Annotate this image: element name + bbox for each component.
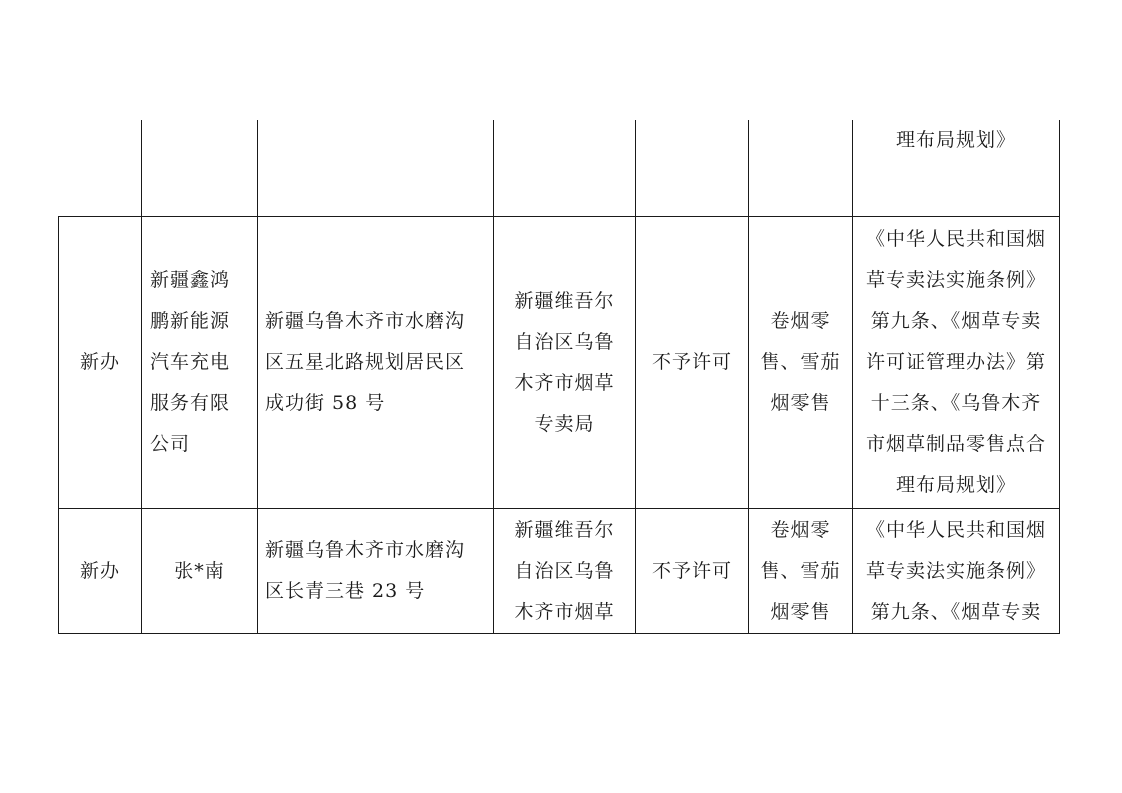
applicant-line: 汽车充电 [150, 351, 231, 373]
applicant-line: 鹏新能源 [150, 310, 231, 332]
table-cell-address [265, 509, 493, 633]
application-type: 新办 [79, 351, 120, 373]
scope-line: 卷烟零 [770, 310, 831, 332]
basis-line: 市烟草制品零售点合 [865, 433, 1046, 455]
table-cell-decision [636, 217, 748, 508]
table-border-bottom [58, 633, 1060, 634]
address-line: 成功街 58 号 [265, 392, 386, 414]
decision-text: 不予许可 [651, 559, 732, 582]
table-cell-applicant [150, 217, 257, 508]
table-cell-basis [853, 509, 1059, 633]
applicant-line: 新疆鑫鸿 [150, 269, 231, 291]
table-cell-decision [636, 509, 748, 633]
address-line: 区长青三巷 23 号 [265, 580, 426, 602]
authority-line: 自治区乌鲁 [514, 559, 615, 582]
basis-line: 草专卖法实施条例》 [865, 269, 1046, 291]
applicant-line: 服务有限 [150, 392, 231, 414]
application-type: 新办 [79, 559, 120, 582]
table-border-right [1059, 120, 1060, 634]
scope-line: 烟零售 [770, 600, 831, 623]
table-cell-type [59, 217, 141, 508]
address-line: 新疆乌鲁木齐市水磨沟 [265, 539, 466, 561]
address-line: 区五星北路规划居民区 [265, 351, 466, 373]
scope-line: 售、雪茄 [760, 559, 841, 582]
table-cell-type [59, 509, 141, 633]
scope-line: 烟零售 [770, 392, 831, 414]
table-cell-basis [853, 217, 1059, 508]
table-cell-applicant [142, 509, 257, 633]
authority-line: 自治区乌鲁 [514, 330, 615, 353]
table-cell-basis-top [853, 120, 1059, 160]
applicant-line: 张*南 [174, 559, 225, 582]
authority-line: 专卖局 [534, 412, 595, 435]
table-cell-address [265, 217, 493, 508]
scope-line: 卷烟零 [770, 518, 831, 541]
decision-text: 不予许可 [651, 351, 732, 373]
basis-line: 理布局规划》 [895, 474, 1016, 496]
table-cell-authority [494, 509, 635, 633]
basis-line: 《中华人民共和国烟 [865, 228, 1046, 250]
scope-line: 售、雪茄 [760, 351, 841, 373]
basis-line: 第九条、《烟草专卖 [870, 310, 1042, 332]
authority-line: 木齐市烟草 [514, 600, 615, 623]
basis-line: 十三条、《乌鲁木齐 [870, 392, 1042, 414]
table-cell-authority [494, 217, 635, 508]
basis-line: 草专卖法实施条例》 [865, 559, 1046, 582]
column-divider-2 [257, 120, 258, 634]
table-cell-scope [749, 217, 852, 508]
basis-line: 第九条、《烟草专卖 [870, 600, 1042, 623]
basis-line: 理布局规划》 [895, 128, 1016, 151]
authority-line: 新疆维吾尔 [514, 518, 615, 541]
address-line: 新疆乌鲁木齐市水磨沟 [265, 310, 466, 332]
table-cell-scope [749, 509, 852, 633]
basis-line: 许可证管理办法》第 [865, 351, 1046, 373]
applicant-line: 公司 [150, 433, 191, 455]
basis-line: 《中华人民共和国烟 [865, 518, 1046, 541]
authority-line: 新疆维吾尔 [514, 289, 615, 312]
authority-line: 木齐市烟草 [514, 371, 615, 394]
